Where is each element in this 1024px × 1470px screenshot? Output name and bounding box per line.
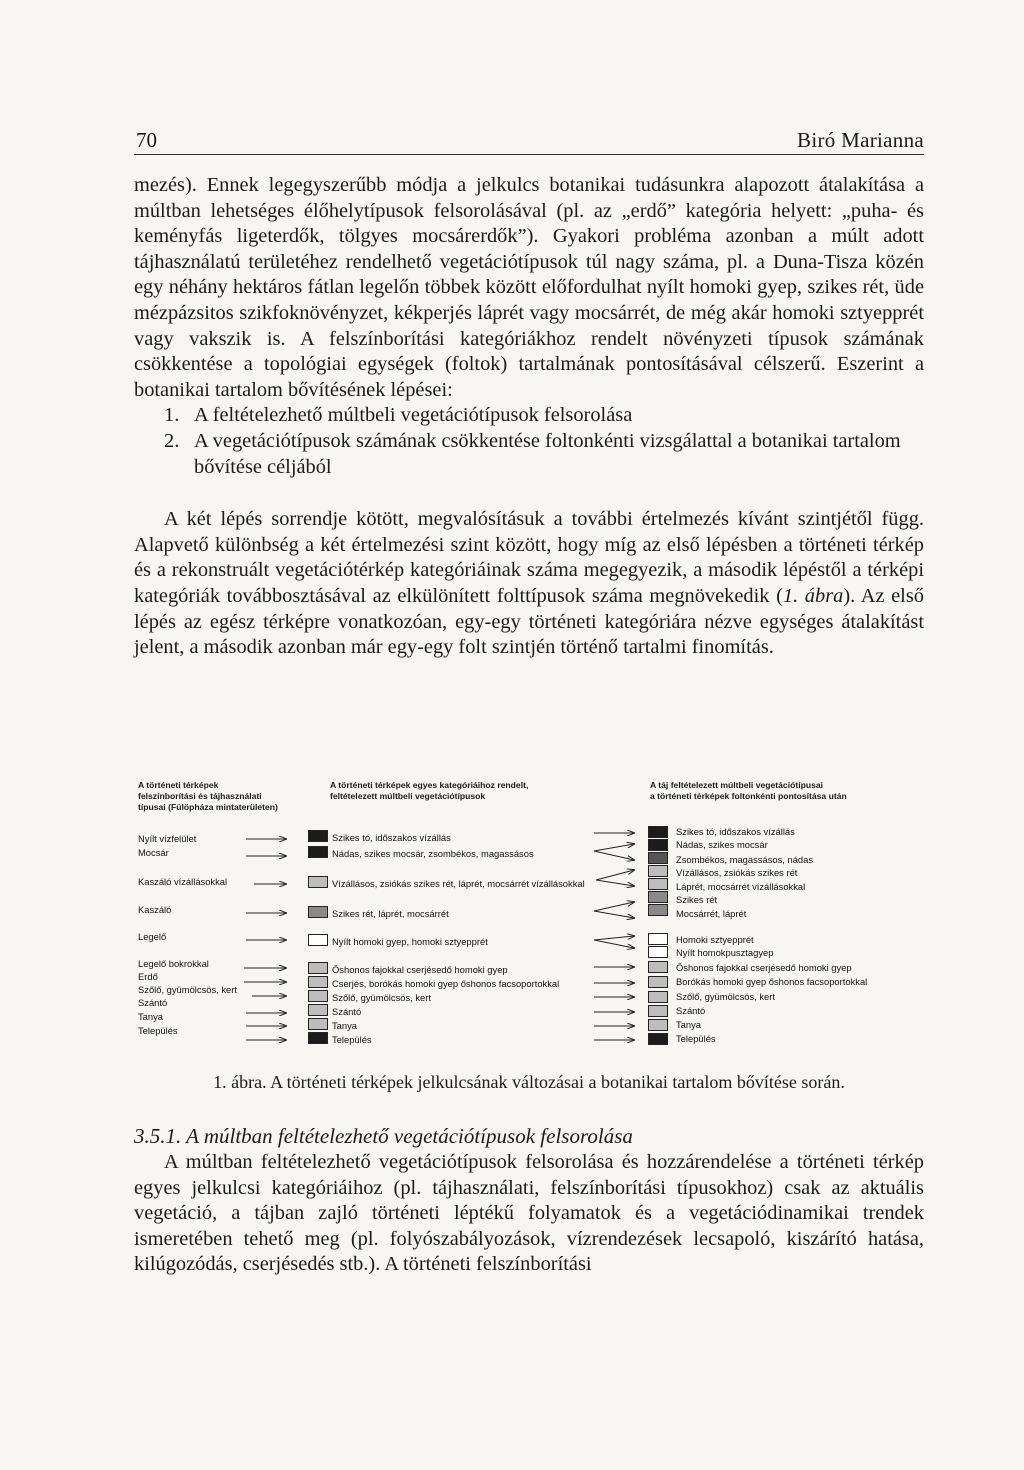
col2-label: Szőlő, gyümölcsös, kert: [332, 992, 431, 1003]
col3-label: Szikes tó, időszakos vízállás: [676, 826, 795, 837]
col1-label: Szőlő, gyümölcsös, kert: [138, 984, 237, 995]
arrow: [596, 870, 634, 880]
arrow: [594, 851, 634, 860]
legend-swatch: [308, 846, 328, 858]
legend-swatch: [648, 1019, 668, 1031]
figure-arrows: [134, 776, 924, 1061]
legend-swatch: [308, 1032, 328, 1044]
figure-col2-header: A történeti térképek egyes kategóriáihoz rendelt, feltételezett múltbeli vegetációtípusok: [330, 780, 529, 801]
paragraph-text: A két lépés sorrendje kötött, megvalósításuk a további értelmezés kívánt szintjétől függ. Alapvető különbség a két értelmezési szint között, hogy míg az első lépésben a történeti térkép és a rekonstruált vegetációtérkép kategóriáinak száma megegyezik, a második lépéstől a térképi kategóriák továbbosztásával az elkülönített folttípusok száma megnövekedik (: [134, 508, 924, 607]
list-item-number: 2.: [164, 429, 180, 452]
col3-label: Nyílt homokpusztagyep: [676, 947, 774, 958]
figure-col1-header: A történeti térképek felszínborítási és tájhasználati típusai (Fülöpháza mintaterületen): [138, 780, 278, 812]
legend-swatch: [308, 934, 328, 946]
legend-swatch: [308, 976, 328, 988]
col2-label: Cserjés, borókás homoki gyep őshonos facsoportokkal: [332, 978, 560, 989]
legend-swatch: [648, 891, 668, 903]
list-item-text: A vegetációtípusok számának csökkentése foltonkénti vizsgálattal a botanikai tartalom bővítése céljából: [194, 429, 901, 478]
col1-label: Erdő: [138, 971, 158, 982]
col3-label: Vízállásos, zsiókás szikes rét: [676, 867, 798, 878]
col1-label: Kaszáló vízállásokkal: [138, 876, 228, 887]
arrow: [594, 936, 634, 940]
col1-label: Legelő bokrokkal: [138, 958, 209, 969]
running-head-author: Biró Marianna: [797, 128, 924, 152]
legend-swatch: [308, 962, 328, 974]
legend-swatch: [648, 1005, 668, 1017]
list-item-number: 1.: [164, 404, 180, 427]
legend-swatch: [648, 946, 668, 958]
list-item: [134, 403, 924, 429]
col3-label: Őshonos fajokkal cserjésedő homoki gyep: [676, 962, 852, 973]
legend-swatch: [648, 878, 668, 890]
col3-label: Szőlő, gyümölcsös, kert: [676, 991, 775, 1002]
col1-label: Kaszáló: [138, 904, 172, 915]
paragraph-intro: mezés). Ennek legegyszerűbb módja a jelkulcs botanikai tudásunkra alapozott átalakítása a múltban lehetséges élőhelytípusok felsorolásával (pl. az „erdő” kategória helyett: „puha- és keményfás ligeterdők, tölgyes mocsárerdők”). Gyakori probléma azonban a múlt adott tájhasználatú területéhez rendelhető vegetációtípusok túl nagy száma, pl. a Duna-Tisza közén egy néhány hektáros fátlan legelőn többek között előfordulhat nyílt homoki gyep, szikes rét, üde mézpázsitos szikfoknövényzet, kékperjés láprét vagy mocsárrét, de még akár homoki sztyepprét vagy vakszik is. A felszínborítási kategóriákhoz rendelt növényzeti típusok számának csökkentése a topológiai egységek (foltok) tartalmának pontosításával célszerű. Eszerint a botanikai tartalom bővítésének lépései:: [134, 174, 924, 401]
col2-label: Nyílt homoki gyep, homoki sztyepprét: [332, 936, 488, 947]
legend-swatch: [648, 865, 668, 877]
col2-label: Szántó: [332, 1006, 362, 1017]
legend-swatch: [308, 906, 328, 918]
arrow: [594, 911, 634, 918]
legend-swatch: [648, 839, 668, 851]
legend-swatch: [648, 826, 668, 838]
legend-swatch: [308, 1004, 328, 1016]
figure-1: [134, 776, 924, 1061]
col3-label: Láprét, mocsárrét vízállásokkal: [676, 881, 806, 892]
page-body: [134, 128, 924, 661]
legend-swatch: [648, 991, 668, 1003]
steps-list: [134, 403, 924, 480]
col3-label: Település: [676, 1033, 716, 1044]
arrow: [594, 940, 634, 948]
paragraph-two-levels: [134, 507, 924, 661]
section-paragraph: A múltban feltételezhető vegetációtípusok felsorolása és hozzárendelése a történeti térkép egyes jelkulcsi kategóriáihoz (pl. tájhasználati, felszínborítási típusokhoz) csak az aktuális vegetáció, a tájban zajló történeti léptékű folyamatok és a vegetációdinamikai trendek ismeretében tehető meg (pl. folyószabályozások, vízrendezések lecsapoló, kiszárító hatása, kilúgozódás, cserjésedés stb.). A történeti felszínborítási: [134, 1151, 924, 1276]
col3-label: Nádas, szikes mocsár: [676, 839, 768, 850]
col1-label: Mocsár: [138, 847, 169, 858]
list-item-text: A feltételezhető múltbeli vegetációtípusok felsorolása: [194, 404, 633, 427]
legend-swatch: [648, 976, 668, 988]
legend-swatch: [648, 1033, 668, 1045]
legend-swatch: [648, 961, 668, 973]
col1-label: Legelő: [138, 931, 167, 942]
arrow: [594, 844, 634, 851]
paragraph-text: ). Az első lépés az egész térképre vonatkozóan, egy-egy történeti kategóriára nézve egységes átalakítást jelent, a második azonban már egy-egy folt szintjén történő tartalmi finomítás.: [134, 584, 924, 659]
legend-swatch: [648, 852, 668, 864]
list-item: [134, 429, 924, 480]
col2-label: Tanya: [332, 1020, 358, 1031]
col2-label: Nádas, szikes mocsár, zsombékos, magassásos: [332, 848, 534, 859]
running-head: [134, 128, 924, 155]
col1-label: Tanya: [138, 1011, 164, 1022]
col3-label: Szántó: [676, 1005, 706, 1016]
arrow: [596, 880, 634, 886]
col3-label: Zsombékos, magassásos, nádas: [676, 854, 814, 865]
legend-swatch: [308, 1018, 328, 1030]
col2-label: Vízállásos, zsiókás szikes rét, láprét, mocsárrét vízállásokkal: [332, 878, 585, 889]
legend-swatch: [648, 933, 668, 945]
figure-col3-header: A táj feltételezett múltbeli vegetációtípusai a történeti térképek foltonkénti pontosítása után: [650, 780, 847, 801]
legend-swatch: [308, 830, 328, 842]
section-heading: 3.5.1. A múltban feltételezhető vegetációtípusok felsorolása: [134, 1124, 633, 1148]
col2-label: Település: [332, 1034, 372, 1045]
arrow: [594, 902, 634, 911]
col3-label: Mocsárrét, láprét: [676, 908, 747, 919]
col1-label: Szántó: [138, 997, 168, 1008]
legend-swatch: [648, 904, 668, 916]
legend-swatch: [308, 990, 328, 1002]
col3-label: Tanya: [676, 1019, 702, 1030]
col1-label: Település: [138, 1025, 178, 1036]
figure-caption: 1. ábra. A történeti térképek jelkulcsának változásai a botanikai tartalom bővítése során.: [213, 1072, 845, 1092]
page-number: 70: [136, 128, 157, 152]
col1-label: Nyílt vízfelület: [138, 833, 197, 844]
col2-label: Szikes rét, láprét, mocsárrét: [332, 908, 449, 919]
legend-swatch: [308, 876, 328, 888]
col3-label: Homoki sztyepprét: [676, 934, 754, 945]
col3-label: Borókás homoki gyep őshonos facsoportokkal: [676, 976, 868, 987]
figure-reference[interactable]: 1. ábra: [782, 584, 844, 607]
col2-label: Szikes tó, időszakos vízállás: [332, 832, 451, 843]
col2-label: Őshonos fajokkal cserjésedő homoki gyep: [332, 964, 508, 975]
col3-label: Szikes rét: [676, 894, 718, 905]
